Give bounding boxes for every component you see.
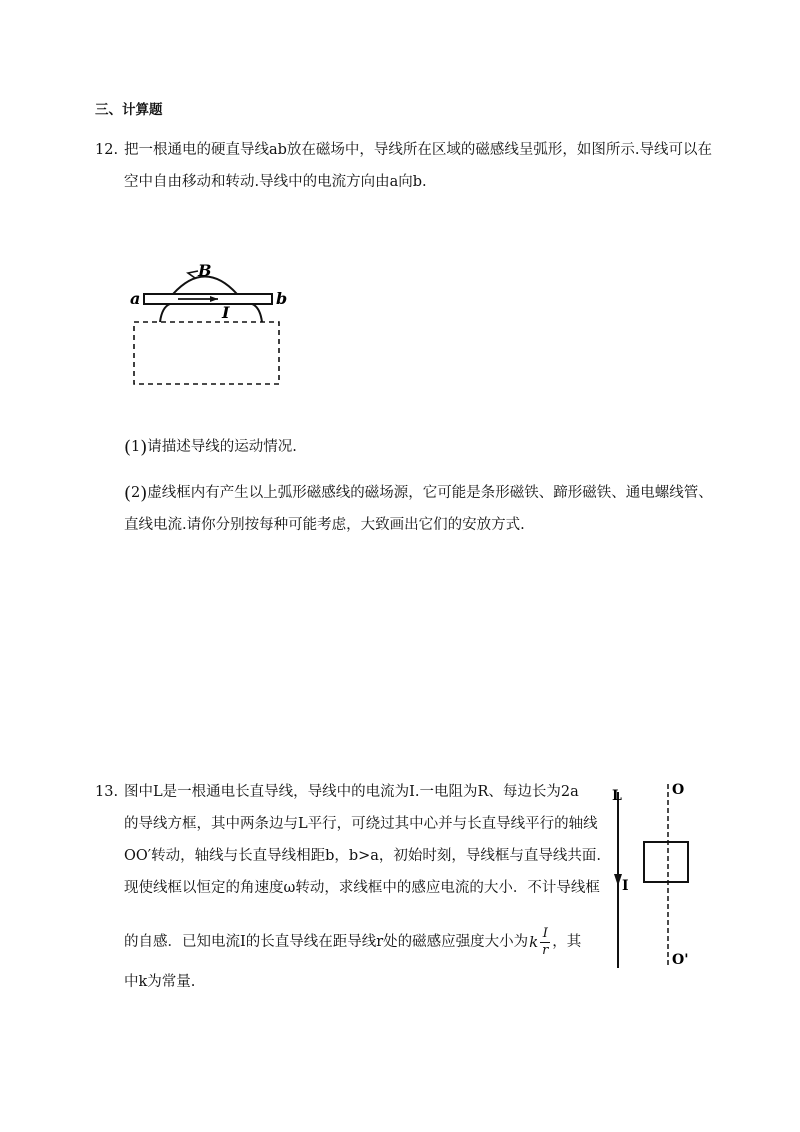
sub-question-2-line-2: 直线电流.请你分别按每种可能考虑，大致画出它们的安放方式. — [124, 517, 525, 533]
label-current-I: I — [622, 878, 629, 894]
field-line-right — [252, 304, 262, 322]
question-13-line-1: 图中L是一根通电长直导线，导线中的电流为I.一电阻为R、每边长为2a — [124, 784, 579, 800]
question-13-number: 13. — [95, 784, 119, 800]
formula-denominator: r — [542, 942, 549, 958]
label-O: O — [672, 782, 685, 798]
question-13-line-6: 中k为常量. — [124, 974, 196, 990]
label-b: b — [276, 289, 288, 308]
question-12-line-2: 空中自由移动和转动.导线中的电流方向由a向b. — [124, 174, 427, 190]
label-B: B — [198, 261, 212, 280]
dashed-source-box — [134, 322, 279, 384]
sub-question-1: (1)请描述导线的运动情况. — [124, 437, 297, 458]
formula-numerator: I — [542, 925, 548, 941]
wire-current-arrow-icon — [614, 874, 622, 886]
square-loop — [644, 842, 688, 882]
label-a: a — [130, 289, 141, 308]
sub-question-2-number: 2 — [131, 485, 141, 501]
formula-fraction — [540, 926, 550, 959]
sub-question-1-number: 1 — [131, 439, 141, 455]
label-L: L — [612, 788, 622, 804]
question-12-figure — [120, 255, 295, 390]
sub-question-1-text: 请描述导线的运动情况. — [147, 439, 297, 455]
question-13-line-4: 现使线框以恒定的角速度ω转动，求线框中的感应电流的大小．不计导线框 — [124, 880, 600, 896]
question-13-line-5-end: ，其 — [552, 934, 582, 950]
formula-k: k — [529, 933, 539, 951]
question-12-line-1: 把一根通电的硬直导线ab放在磁场中，导线所在区域的磁感线呈弧形，如图所示.导线可以在 — [124, 142, 713, 158]
field-line-left — [160, 304, 170, 322]
question-13-line-5 — [124, 920, 581, 964]
label-I: I — [222, 303, 230, 322]
label-O-prime: O' — [672, 952, 689, 968]
section-heading: 三、计算题 — [95, 102, 163, 118]
sub-question-2-line-1: 虚线框内有产生以上弧形磁感线的磁场源，它可能是条形磁铁、蹄形磁铁、通电螺线管、 — [147, 485, 713, 501]
question-13-line-5-text: 的自感．已知电流I的长直导线在距导线r处的磁感应强度大小为 — [124, 934, 529, 950]
question-13-figure — [600, 778, 720, 973]
question-13-line-2: 的导线方框，其中两条边与L平行，可绕过其中心并与长直导线平行的轴线 — [124, 816, 598, 832]
sub-question-2: (2)虚线框内有产生以上弧形磁感线的磁场源，它可能是条形磁铁、蹄形磁铁、通电螺线管、 — [124, 483, 713, 504]
question-12-number: 12. — [95, 142, 119, 158]
question-13-line-3: OO′转动，轴线与长直导线相距b，b>a，初始时刻，导线框与直导线共面. — [124, 848, 602, 864]
